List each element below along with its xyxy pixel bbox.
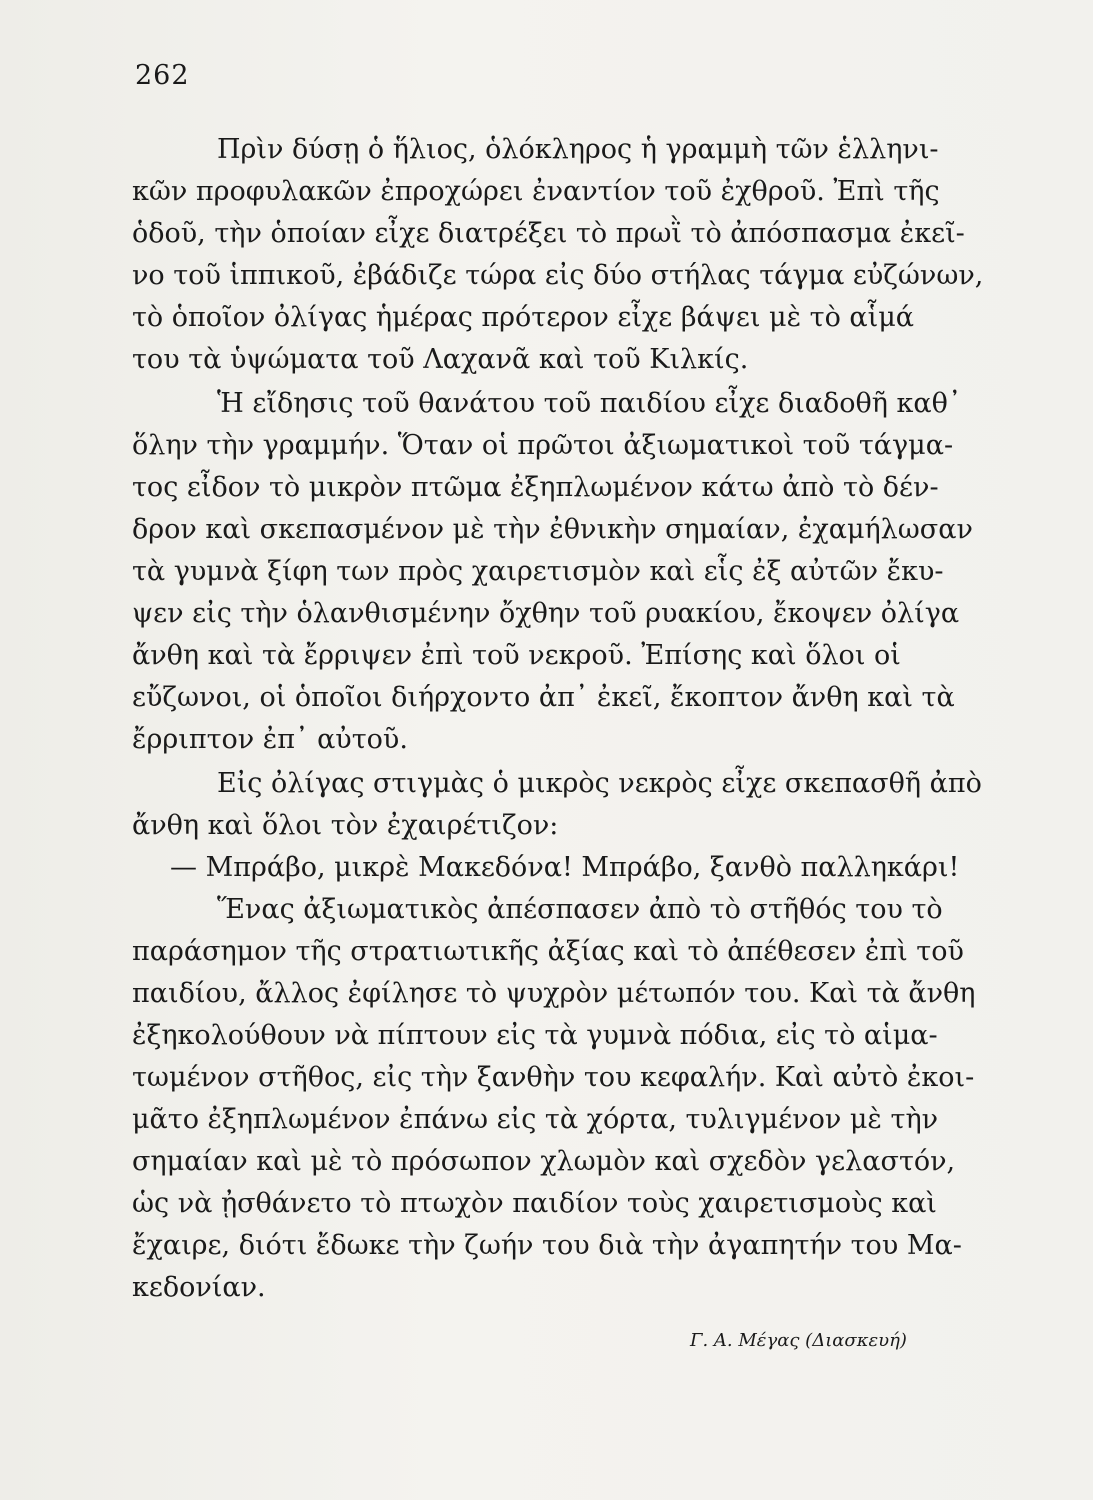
text-line: εὔζωνοι, οἱ ὁποῖοι διήρχοντο ἀπ᾽ ἐκεῖ, ἔκοπτον ἄνθη καὶ τὰ	[132, 682, 955, 713]
page-number: 262	[135, 60, 190, 91]
text-line: μᾶτο ἐξηπλωμένον ἐπάνω εἰς τὰ χόρτα, τυλιγμένον μὲ τὴν	[132, 1104, 939, 1135]
text-line: τος εἶδον τὸ μικρὸν πτῶμα ἐξηπλωμένον κάτω ἀπὸ τὸ δέν-	[132, 472, 939, 503]
text-line: ἔχαιρε, διότι ἔδωκε τὴν ζωήν του διὰ τὴν ἀγαπητήν του Μα-	[132, 1230, 962, 1261]
text-line: Εἰς ὀλίγας στιγμὰς ὁ μικρὸς νεκρὸς εἶχε σκεπασθῆ ἀπὸ	[217, 768, 982, 799]
text-line: ἄνθη καὶ ὅλοι τὸν ἐχαιρέτιζον:	[132, 810, 559, 841]
dialogue-line: — Μπράβο, μικρὲ Μακεδόνα! Μπράβο, ξανθὸ παλληκάρι!	[170, 852, 960, 883]
text-line: νο τοῦ ἱππικοῦ, ἐβάδιζε τώρα εἰς δύο στήλας τάγμα εὐζώνων,	[132, 260, 984, 291]
text-line: Ἕνας ἀξιωματικὸς ἀπέσπασεν ἀπὸ τὸ στῆθός του τὸ	[217, 894, 943, 925]
text-line: δρον καὶ σκεπασμένον μὲ τὴν ἐθνικὴν σημαίαν, ἐχαμήλωσαν	[132, 514, 973, 545]
text-line: τὸ ὁποῖον ὀλίγας ἡμέρας πρότερον εἶχε βάψει μὲ τὸ αἷμά	[132, 302, 915, 333]
text-line: παράσημον τῆς στρατιωτικῆς ἀξίας καὶ τὸ ἀπέθεσεν ἐπὶ τοῦ	[132, 936, 964, 967]
text-line: τωμένον στῆθος, εἰς τὴν ξανθὴν του κεφαλήν. Καὶ αὐτὸ ἐκοι-	[132, 1062, 975, 1093]
text-line: ψεν εἰς τὴν ὁλανθισμένην ὄχθην τοῦ ρυακίου, ἔκοψεν ὀλίγα	[132, 598, 960, 629]
text-line: κῶν προφυλακῶν ἐπροχώρει ἐναντίον τοῦ ἐχθροῦ. Ἐπὶ τῆς	[132, 176, 940, 207]
text-line: κεδονίαν.	[132, 1272, 266, 1303]
text-line: ἔρριπτον ἐπ᾽ αὐτοῦ.	[132, 724, 408, 755]
text-line: του τὰ ὑψώματα τοῦ Λαχανᾶ καὶ τοῦ Κιλκίς.	[132, 344, 749, 375]
text-line: ὁδοῦ, τὴν ὁποίαν εἶχε διατρέξει τὸ πρωῒ τὸ ἀπόσπασμα ἐκεῖ-	[132, 218, 965, 249]
text-line: παιδίου, ἄλλος ἐφίλησε τὸ ψυχρὸν μέτωπόν του. Καὶ τὰ ἄνθη	[132, 978, 976, 1009]
text-line: ἐξηκολούθουν νὰ πίπτουν εἰς τὰ γυμνὰ πόδια, εἰς τὸ αἱμα-	[132, 1020, 938, 1051]
text-line: ἄνθη καὶ τὰ ἔρριψεν ἐπὶ τοῦ νεκροῦ. Ἐπίσης καὶ ὅλοι οἱ	[132, 640, 901, 671]
author-signature: Γ. Α. Μέγας (Διασκευή)	[690, 1330, 907, 1351]
text-line: Ἡ εἴδησις τοῦ θανάτου τοῦ παιδίου εἶχε διαδοθῆ καθ᾽	[217, 388, 962, 419]
text-line: Πρὶν δύσῃ ὁ ἥλιος, ὁλόκληρος ἡ γραμμὴ τῶν ἑλληνι-	[217, 134, 939, 165]
text-line: ὡς νὰ ᾐσθάνετο τὸ πτωχὸν παιδίον τοὺς χαιρετισμοὺς καὶ	[132, 1188, 937, 1219]
text-line: ὅλην τὴν γραμμήν. Ὅταν οἱ πρῶτοι ἀξιωματικοὶ τοῦ τάγμα-	[132, 430, 954, 461]
text-line: σημαίαν καὶ μὲ τὸ πρόσωπον χλωμὸν καὶ σχεδὸν γελαστόν,	[132, 1146, 956, 1177]
text-line: τὰ γυμνὰ ξίφη των πρὸς χαιρετισμὸν καὶ εἷς ἐξ αὐτῶν ἔκυ-	[132, 556, 944, 587]
